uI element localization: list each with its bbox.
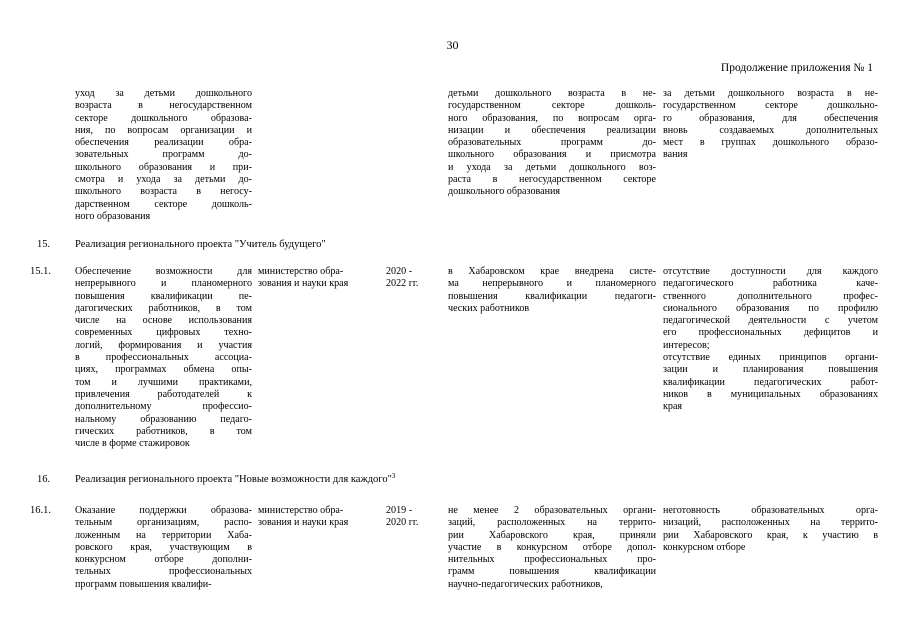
text-line: отсутствие единых принципов органи- bbox=[663, 352, 878, 364]
text-line: 2022 гг. bbox=[386, 278, 419, 290]
text-line: тельным организациям, распо- bbox=[75, 517, 252, 529]
text-line: образовательных программ до- bbox=[448, 137, 656, 149]
text-line: ма непрерывного и планомерного bbox=[448, 278, 656, 290]
top-risk-cell bbox=[663, 88, 878, 162]
text-line: рии Хабаровского края, к участию в bbox=[663, 529, 878, 541]
text-line: квалификации педагогических работ- bbox=[663, 376, 878, 388]
text-line: 2020 гг. bbox=[386, 517, 419, 529]
row-15-1-risk-cell bbox=[663, 266, 878, 414]
text-line: нальному образованию педаго- bbox=[75, 413, 252, 425]
text-line: грамм повышения квалификации bbox=[448, 566, 656, 578]
text-line: за детьми дошкольного возраста в не- bbox=[663, 88, 878, 99]
text-line: программ повышения квалифи- bbox=[75, 578, 212, 590]
text-line: в Хабаровском крае внедрена систе- bbox=[448, 266, 656, 277]
row-16-1-risk-cell bbox=[663, 505, 878, 554]
text-line: ровского края, участвующим в bbox=[75, 541, 252, 553]
text-line: числе в форме стажировок bbox=[75, 438, 190, 450]
text-line: школьного возраста в негосу- bbox=[75, 186, 252, 198]
text-line: 2020 - bbox=[386, 266, 413, 277]
section-15-number: 15. bbox=[37, 239, 51, 250]
text-line: обеспечения реализации обра- bbox=[75, 137, 252, 149]
row-15-1-result-cell bbox=[448, 266, 656, 315]
section-16-title bbox=[75, 474, 395, 486]
text-line: раста в негосударственном секторе bbox=[448, 174, 656, 186]
text-line: возраста в негосударственном bbox=[75, 100, 252, 112]
text-line: ческих работников bbox=[448, 302, 530, 314]
text-line: числе на основе использования bbox=[75, 315, 252, 327]
text-line: дарственном секторе дошколь- bbox=[75, 198, 252, 210]
footnote-marker: 3 bbox=[391, 472, 396, 480]
text-line: Обеспечение возможности для bbox=[75, 266, 252, 277]
text-line: его профессиональных дефицитов и bbox=[663, 327, 878, 339]
text-line: смотра и ухода за детьми до- bbox=[75, 174, 252, 186]
text-line: ного образования, по вопросам орга- bbox=[448, 112, 656, 124]
text-line: го образования, для обеспечения bbox=[663, 112, 878, 124]
top-result-cell bbox=[448, 88, 656, 199]
text-line: циях, программах обмена опы- bbox=[75, 364, 252, 376]
text-line: интересов; bbox=[663, 339, 710, 351]
text-line: зования и науки края bbox=[258, 278, 349, 290]
text-line: министерство обра- bbox=[258, 505, 344, 516]
text-line: рии Хабаровского края, приняли bbox=[448, 529, 656, 541]
text-line: гических работников, в том bbox=[75, 425, 252, 437]
text-line: ния, по вопросам организации и bbox=[75, 124, 252, 136]
text-line: ников в муниципальных образованиях bbox=[663, 388, 878, 400]
text-line: логий, формирования и участия bbox=[75, 339, 252, 351]
row-16-1-number: 16.1. bbox=[30, 505, 51, 516]
row-16-1-description-cell bbox=[75, 505, 252, 591]
text-line: государственном секторе дошкольно- bbox=[663, 100, 878, 112]
text-line: уход за детьми дошкольного bbox=[75, 88, 252, 99]
text-line: педагогического работника каче- bbox=[663, 278, 878, 290]
text-line: привлечения работодателей к bbox=[75, 388, 252, 400]
text-line: зации и планирования повышения bbox=[663, 364, 878, 376]
text-line: повышения квалификации пе- bbox=[75, 290, 252, 302]
text-line: заций, расположенных на террито- bbox=[448, 517, 656, 529]
text-line: современных цифровых техно- bbox=[75, 327, 252, 339]
text-line: сионального образования по профилю bbox=[663, 302, 878, 314]
text-line: низации и обеспечения реализации bbox=[448, 124, 656, 136]
text-line: непрерывного и планомерного bbox=[75, 278, 252, 290]
text-line: мест в группах дошкольного образо- bbox=[663, 137, 878, 149]
text-line: вновь создаваемых дополнительных bbox=[663, 124, 878, 136]
text-line: нительных профессиональных про- bbox=[448, 554, 656, 566]
continuation-label: Продолжение приложения № 1 bbox=[720, 62, 873, 74]
text-line: том и лучшими практиками, bbox=[75, 376, 252, 388]
text-line: конкурсном отборе дополни- bbox=[75, 554, 252, 566]
page-number: 30 bbox=[446, 38, 459, 52]
section-16-title-text: Реализация регионального проекта "Новые возможности для каждого" bbox=[75, 474, 392, 485]
text-line: зования и науки края bbox=[258, 517, 349, 529]
text-line: ного образования bbox=[75, 210, 151, 222]
row-16-1-executor-cell bbox=[258, 505, 376, 530]
text-line: секторе дошкольного образова- bbox=[75, 112, 252, 124]
text-line: края bbox=[663, 401, 683, 413]
text-line: дагогических работников, в том bbox=[75, 302, 252, 314]
text-line: дошкольного образования bbox=[448, 186, 561, 198]
section-16-number: 16. bbox=[37, 474, 51, 485]
text-line: участие в конкурсном отборе допол- bbox=[448, 541, 656, 553]
text-line: вания bbox=[663, 149, 688, 161]
text-line: конкурсном отборе bbox=[663, 541, 746, 553]
text-line: отсутствие доступности для каждого bbox=[663, 266, 878, 277]
text-line: и ухода за детьми дошкольного воз- bbox=[448, 161, 656, 173]
row-15-1-term-cell bbox=[386, 266, 430, 291]
text-line: дополнительному профессио- bbox=[75, 401, 252, 413]
row-15-1-executor-cell bbox=[258, 266, 376, 291]
text-line: педагогической деятельности с учетом bbox=[663, 315, 878, 327]
text-line: повышения квалификации педагоги- bbox=[448, 290, 656, 302]
row-15-1-description-cell bbox=[75, 266, 252, 450]
text-line: ственного дополнительного профес- bbox=[663, 290, 878, 302]
text-line: зовательных программ до- bbox=[75, 149, 252, 161]
text-line: низаций, расположенных на террито- bbox=[663, 517, 878, 529]
text-line: 2019 - bbox=[386, 505, 413, 516]
text-line: ложенным на территории Хаба- bbox=[75, 529, 252, 541]
top-description-cell bbox=[75, 88, 252, 223]
text-line: неготовность образовательных орга- bbox=[663, 505, 878, 516]
text-line: школьного образования и присмотра bbox=[448, 149, 656, 161]
text-line: министерство обра- bbox=[258, 266, 344, 277]
text-line: детьми дошкольного возраста в не- bbox=[448, 88, 656, 99]
text-line: Оказание поддержки образова- bbox=[75, 505, 252, 516]
text-line: научно-педагогических работников, bbox=[448, 578, 603, 590]
text-line: в профессиональных ассоциа- bbox=[75, 352, 252, 364]
row-16-1-result-cell bbox=[448, 505, 656, 591]
row-15-1-number: 15.1. bbox=[30, 266, 51, 277]
text-line: тельных профессиональных bbox=[75, 566, 252, 578]
row-16-1-term-cell bbox=[386, 505, 430, 530]
section-15-title: Реализация регионального проекта "Учитель будущего" bbox=[75, 239, 326, 250]
text-line: не менее 2 образовательных органи- bbox=[448, 505, 656, 516]
text-line: школьного образования и при- bbox=[75, 161, 252, 173]
text-line: государственном секторе дошколь- bbox=[448, 100, 656, 112]
